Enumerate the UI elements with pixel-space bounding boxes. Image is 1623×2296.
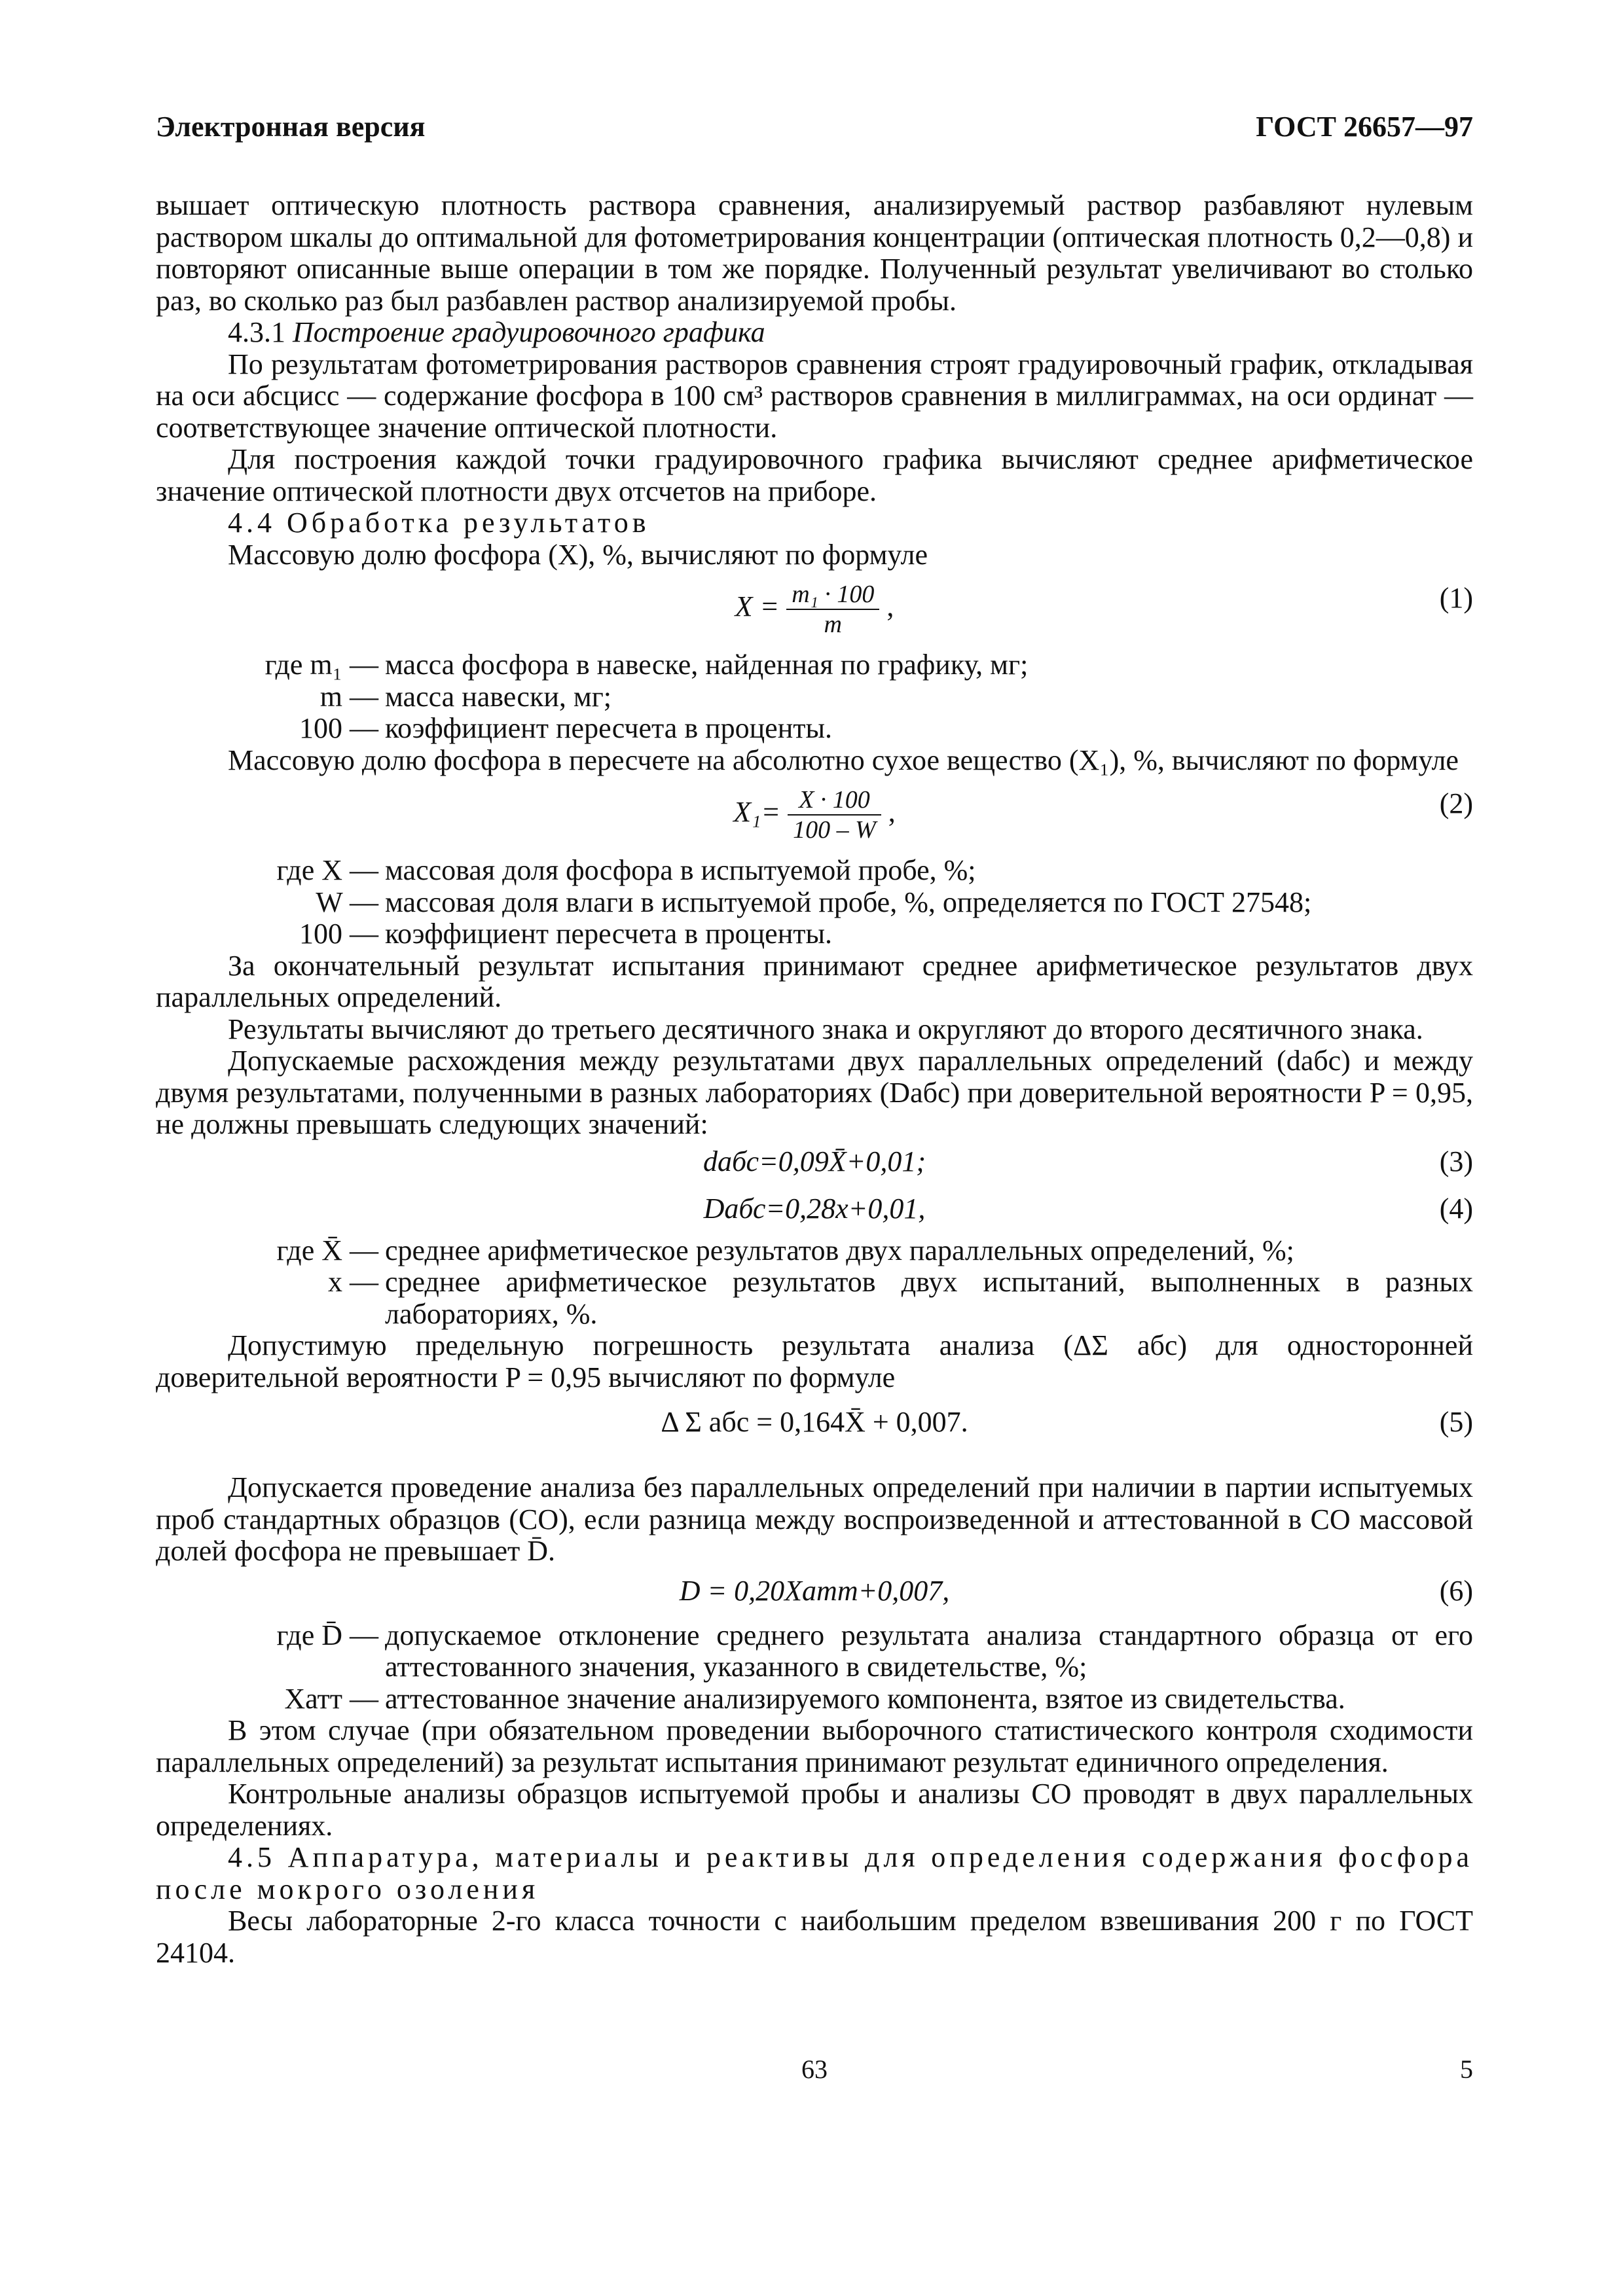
paragraph: По результатам фотометрирования растворов сравнения строят градуировочный график, откладывая на оси абсцисс — содержание фосфора в 100 см³ растворов сравнения в миллиграммах, на оси ординат — соответствующее значение оптической плотности. bbox=[156, 348, 1473, 444]
paragraph: Массовую долю фосфора в пересчете на абсолютно сухое вещество (X₁), %, вычисляют по формуле bbox=[228, 744, 1459, 776]
formula-number: (6) bbox=[1439, 1574, 1473, 1607]
definition-item bbox=[156, 1683, 1473, 1715]
formula-5: Δ Σ абс = 0,164X̄ + 0,007. (5) bbox=[661, 1406, 1473, 1438]
definition-item bbox=[156, 918, 1473, 950]
definition-text: допускаемое отклонение среднего результата анализа стандартного образца от его аттестованного значения, указанного в свидетельстве, %; bbox=[385, 1619, 1473, 1683]
document-page bbox=[156, 0, 1473, 2296]
definition-text: аттестованное значение анализируемого компонента, взятое из свидетельства. bbox=[385, 1682, 1345, 1715]
paragraph: Весы лабораторные 2-го класса точности с наибольшим пределом взвешивания 200 г по ГОСТ 24104. bbox=[156, 1905, 1473, 1969]
definition-term: где X̄ — bbox=[276, 1234, 378, 1266]
paragraph: За окончательный результат испытания принимают среднее арифметическое результатов двух параллельных определений. bbox=[156, 949, 1473, 1013]
definition-term: 100 — bbox=[299, 712, 378, 744]
definitions-list bbox=[156, 1620, 1473, 1715]
definition-term: m — bbox=[319, 680, 378, 713]
definition-text: массовая доля влаги в испытуемой пробе, %, определяется по ГОСТ 27548; bbox=[385, 886, 1312, 918]
definition-item bbox=[156, 1620, 1473, 1683]
header-standard-number: ГОСТ 26657—97 bbox=[1256, 111, 1473, 143]
section-heading-4-4: 4.4 Обработка результатов bbox=[228, 507, 650, 539]
definition-text: масса навески, мг; bbox=[385, 680, 611, 713]
paragraph: Массовую долю фосфора (X), %, вычисляют по формуле bbox=[228, 538, 928, 571]
definition-item bbox=[156, 1266, 1473, 1330]
formula-3: dабс=0,09X̄+0,01; (3) bbox=[703, 1145, 1473, 1177]
definition-item bbox=[156, 649, 1473, 681]
paragraph: Контрольные анализы образцов испытуемой пробы и анализы СО проводят в двух параллельных определениях. bbox=[156, 1778, 1473, 1842]
definition-item bbox=[156, 887, 1473, 919]
paragraph: В этом случае (при обязательном проведении выборочного статистического контроля сходимости параллельных определений) за результат испытания принимают результат единичного определения. bbox=[156, 1714, 1473, 1778]
definition-term: где D̄ — bbox=[276, 1619, 378, 1651]
formula-number: (5) bbox=[1439, 1406, 1473, 1438]
formula-4: Dабс=0,28x+0,01, (4) bbox=[703, 1192, 1473, 1225]
definition-term: x — bbox=[328, 1266, 378, 1298]
definition-text: среднее арифметическое результатов двух параллельных определений, %; bbox=[385, 1234, 1294, 1266]
formula-2: X₁= $\frac{X \cdot 100}{100 - W}$ , (2) bbox=[733, 786, 1473, 844]
definition-text: коэффициент пересчета в проценты. bbox=[385, 918, 833, 950]
definition-text: среднее арифметическое результатов двух испытаний, выполненных в разных лабораториях, %. bbox=[385, 1266, 1473, 1330]
definition-term: 100 — bbox=[299, 918, 378, 950]
definitions-list bbox=[156, 855, 1473, 950]
formula-1: X = $\frac{\text{m₁ · 100}}{m}$ , (1) bbox=[735, 581, 1473, 638]
definition-text: масса фосфора в навеске, найденная по графику, мг; bbox=[385, 649, 1029, 681]
definition-text: коэффициент пересчета в проценты. bbox=[385, 712, 833, 744]
formula-number: (1) bbox=[1439, 582, 1473, 614]
definition-item bbox=[156, 1235, 1473, 1267]
page-number: 63 bbox=[801, 2054, 828, 2084]
paragraph: Результаты вычисляют до третьего десятичного знака и округляют до второго десятичного знака. bbox=[228, 1013, 1423, 1045]
formula-6: D = 0,20Xатт+0,007, (6) bbox=[679, 1574, 1473, 1607]
definition-term: где m₁ — bbox=[264, 649, 378, 681]
paragraph: Допускается проведение анализа без параллельных определений при наличии в партии испытуемых проб стандартных образцов (СО), если разница между воспроизведенной и аттестованной в СО массовой долей фосфора не превышает D̄. bbox=[156, 1471, 1473, 1567]
paragraph: Допустимую предельную погрешность результата анализа (ΔΣ абс) для односторонней доверительной вероятности P = 0,95 вычисляют по формуле bbox=[156, 1329, 1473, 1393]
paragraph: Допускаемые расхождения между результатами двух параллельных определений (dабс) и между двумя результатами, полученными в разных лабораториях (Dабс) при доверительной вероятности P = 0,95, не должны превышать следующих значений: bbox=[156, 1045, 1473, 1140]
paragraph: Для построения каждой точки градуировочного графика вычисляют среднее арифметическое значение оптической плотности двух отсчетов на приборе. bbox=[156, 443, 1473, 507]
formula-number: (2) bbox=[1439, 787, 1473, 819]
header-left: Электронная версия bbox=[156, 111, 426, 143]
definition-item bbox=[156, 681, 1473, 713]
formula-number: (4) bbox=[1439, 1192, 1473, 1225]
section-heading-4-3-1: 4.3.1 Построение градуировочного графика bbox=[228, 316, 765, 348]
paragraph: вышает оптическую плотность раствора сравнения, анализируемый раствор разбавляют нулевым раствором шкалы до оптимальной для фотометрирования концентрации (оптическая плотность 0,2—0,8) и повторяют описанные выше операции в том же порядке. Полученный результат увеличивают во столько раз, во сколько раз был разбавлен раствор анализируемой пробы. bbox=[156, 189, 1473, 317]
definition-text: массовая доля фосфора в испытуемой пробе, %; bbox=[385, 854, 976, 886]
document-body bbox=[156, 190, 1473, 1969]
definition-item bbox=[156, 855, 1473, 887]
definition-term: Xатт — bbox=[284, 1682, 378, 1715]
section-heading-4-5: 4.5 Аппаратура, материалы и реактивы для определения содержания фосфора после мокрого озоления bbox=[156, 1841, 1473, 1905]
definition-item bbox=[156, 713, 1473, 745]
definition-term: где X — bbox=[276, 854, 378, 886]
definition-term: W — bbox=[316, 886, 378, 918]
formula-number: (3) bbox=[1439, 1145, 1473, 1177]
sheet-number: 5 bbox=[1460, 2054, 1473, 2084]
definitions-list bbox=[156, 649, 1473, 745]
definitions-list bbox=[156, 1235, 1473, 1331]
